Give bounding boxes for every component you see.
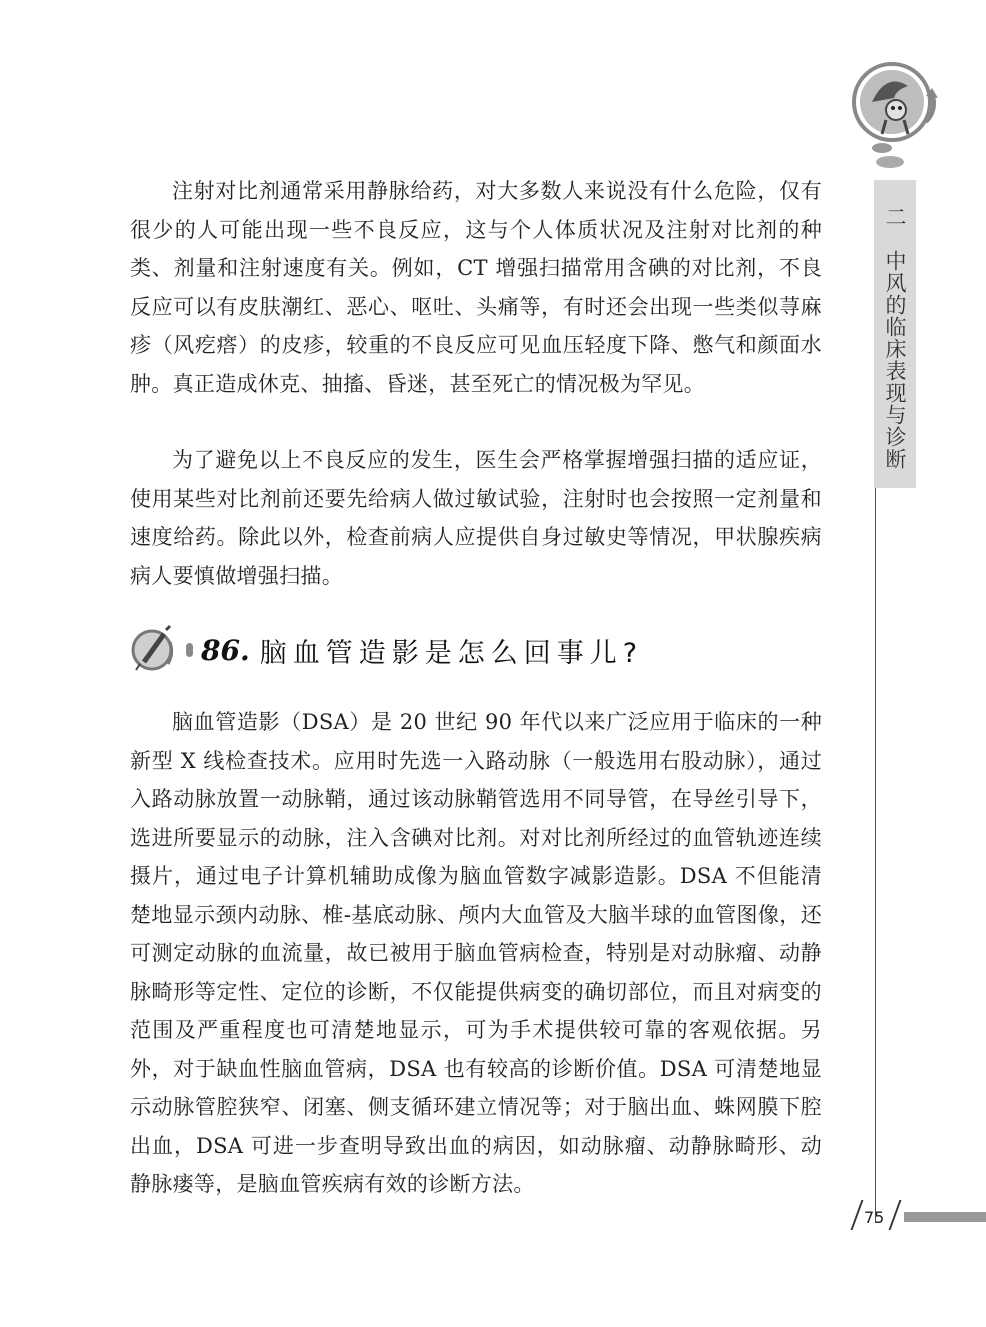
section-title: 脑血管造影是怎么回事儿? (259, 637, 644, 669)
paragraph-contrast-safety: 注射对比剂通常采用静脉给药，对大多数人来说没有什么危险，仅有很少的人可能出现一些不良反应，这与个人体质状况及注射对比剂的种类、剂量和注射速度有关。例如，CT 增强扫描常用含碘的对比剂，不良反应可以有皮肤潮红、恶心、呕吐、头痛等，有时还会出现一些类似荨麻疹（风疙瘩）的皮疹，较重的不良反应可见血压轻度下降、憋气和颜面水肿。真正造成休克、抽搐、昏迷，甚至死亡的情况极为罕见。 (130, 179, 822, 396)
paragraph-prevention: 为了避免以上不良反应的发生，医生会严格掌握增强扫描的适应证，使用某些对比剂前还要先给病人做过敏试验，注射时也会按照一定剂量和速度给药。除此以外，检查前病人应提供自身过敏史等情况，甲状腺疾病病人要慎做增强扫描。 (130, 448, 822, 588)
section-heading (130, 620, 830, 680)
cartoon-character-logo-icon (846, 62, 946, 172)
page-number: 75 (864, 1208, 885, 1227)
chapter-side-tab (874, 180, 916, 488)
section-number: 86. (201, 633, 250, 667)
page-footer (850, 1200, 986, 1240)
footer-slash-right (889, 1200, 902, 1230)
paragraph-dsa-description: 脑血管造影（DSA）是 20 世纪 90 年代以来广泛应用于临床的一种新型 X 线检查技术。应用时先选一入路动脉（一般选用右股动脉），通过入路动脉放置一动脉鞘，通过该动脉鞘管选用不同导管，在导丝引导下，选进所要显示的动脉，注入含碘对比剂。对对比剂所经过的血管轨迹连续摄片，通过电子计算机辅助成像为脑血管数字减影造影。DSA 不但能清楚地显示颈内动脉、椎-基底动脉、颅内大血管及大脑半球的血管图像，还可测定动脉的血流量，故已被用于脑血管病检查，特别是对动脉瘤、动静脉畸形等定性、定位的诊断，不仅能提供病变的确切部位，而且对病变的范围及严重程度也可清楚地显示，可为手术提供较可靠的客观依据。另外，对于缺血性脑血管病，DSA 也有较高的诊断价值。DSA 可清楚地显示动脉管腔狭窄、闭塞、侧支循环建立情况等；对于脑出血、蛛网膜下腔出血，DSA 可进一步查明导致出血的病因，如动脉瘤、动静脉畸形、动静脉瘘等，是脑血管疾病有效的诊断方法。 (130, 710, 822, 1196)
syringe-badge-icon (130, 624, 178, 676)
heading-dot-icon (186, 643, 193, 657)
chapter-title: 二 中风的临床表现与诊断 (883, 206, 907, 470)
footer-bar (904, 1212, 986, 1222)
margin-divider-line (875, 488, 876, 1223)
footer-slash-left (851, 1200, 864, 1230)
